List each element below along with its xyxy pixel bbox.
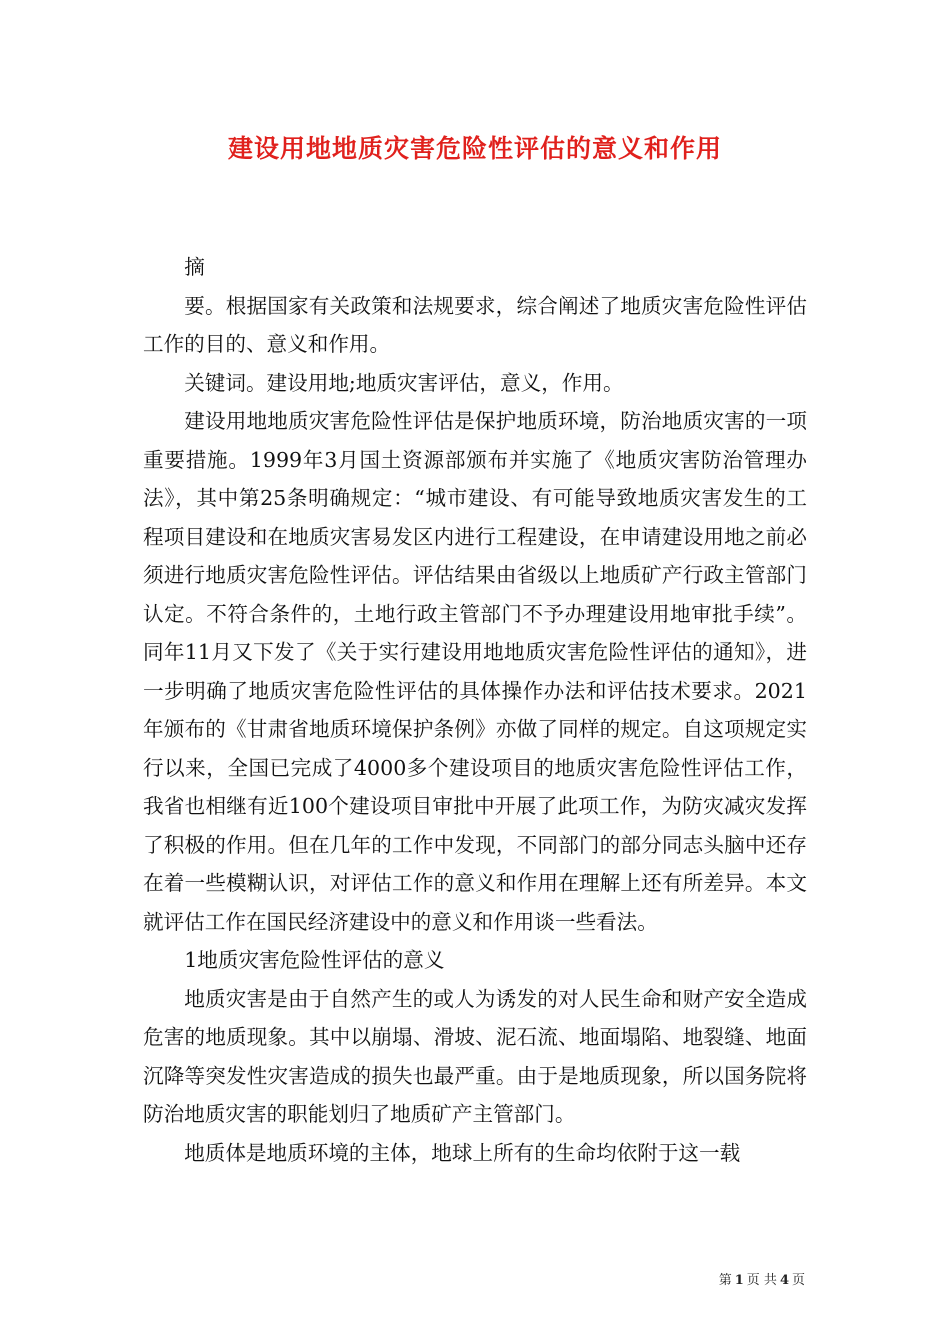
page-footer [719,1272,805,1290]
total-page-number: 4 [779,1273,789,1288]
current-page-number: 1 [734,1273,744,1288]
abstract-paragraph: 要。根据国家有关政策和法规要求，综合阐述了地质灾害危险性评估工作的目的、意义和作用。 [143,293,807,356]
footer-middle: 页 共 [746,1273,777,1288]
keywords-paragraph: 关键词。建设用地;地质灾害评估，意义，作用。 [184,370,624,395]
section-heading: 1地质灾害危险性评估的意义 [184,948,445,972]
intro-paragraph: 建设用地地质灾害危险性评估是保护地质环境，防治地质灾害的一项重要措施。1999年3月国土资源部颁布并实施了《地质灾害防治管理办法》，其中第25条明确规定：“城市建设、有可能导致地质灾害发生的工程项目建设和在地质灾害易发区内进行工程建设，在申请建设用地之前必须进行地质灾害危险性评估。评估结果由省级以上地质矿产行政主管部门认定。不符合条件的，土地行政主管部门不予办理建设用地审批手续”。同年11月又下发了《关于实行建设用地地质灾害危险性评估的通知》，进一步明确了地质灾害危险性评估的具体操作办法和评估技术要求。2021年颁布的《甘肃省地质环境保护条例》亦做了同样的规定。自这项规定实行以来，全国已完成了4000多个建设项目的地质灾害危险性评估工作，我省也相继有近100个建设项目审批中开展了此项工作，为防灾减灾发挥了积极的作用。但在几年的工作中发现，不同部门的部分同志头脑中还存在着一些模糊认识，对评估工作的意义和作用在理解上还有所差异。本文就评估工作在国民经济建设中的意义和作用谈一些看法。 [143,409,807,934]
body-paragraph: 地质灾害是由于自然产生的或人为诱发的对人民生命和财产安全造成危害的地质现象。其中以崩塌、滑坡、泥石流、地面塌陷、地裂缝、地面沉降等突发性灾害造成的损失也最严重。由于是地质现象，所以国务院将防治地质灾害的职能划归了地质矿产主管部门。 [143,986,807,1126]
footer-prefix: 第 [718,1273,732,1288]
footer-suffix: 页 [791,1273,805,1288]
abstract-heading: 摘 [184,255,205,279]
body-paragraph: 地质体是地质环境的主体，地球上所有的生命均依附于这一载 [184,1140,741,1165]
document-body [143,248,807,1172]
document-title: 建设用地地质灾害危险性评估的意义和作用 [227,134,722,163]
